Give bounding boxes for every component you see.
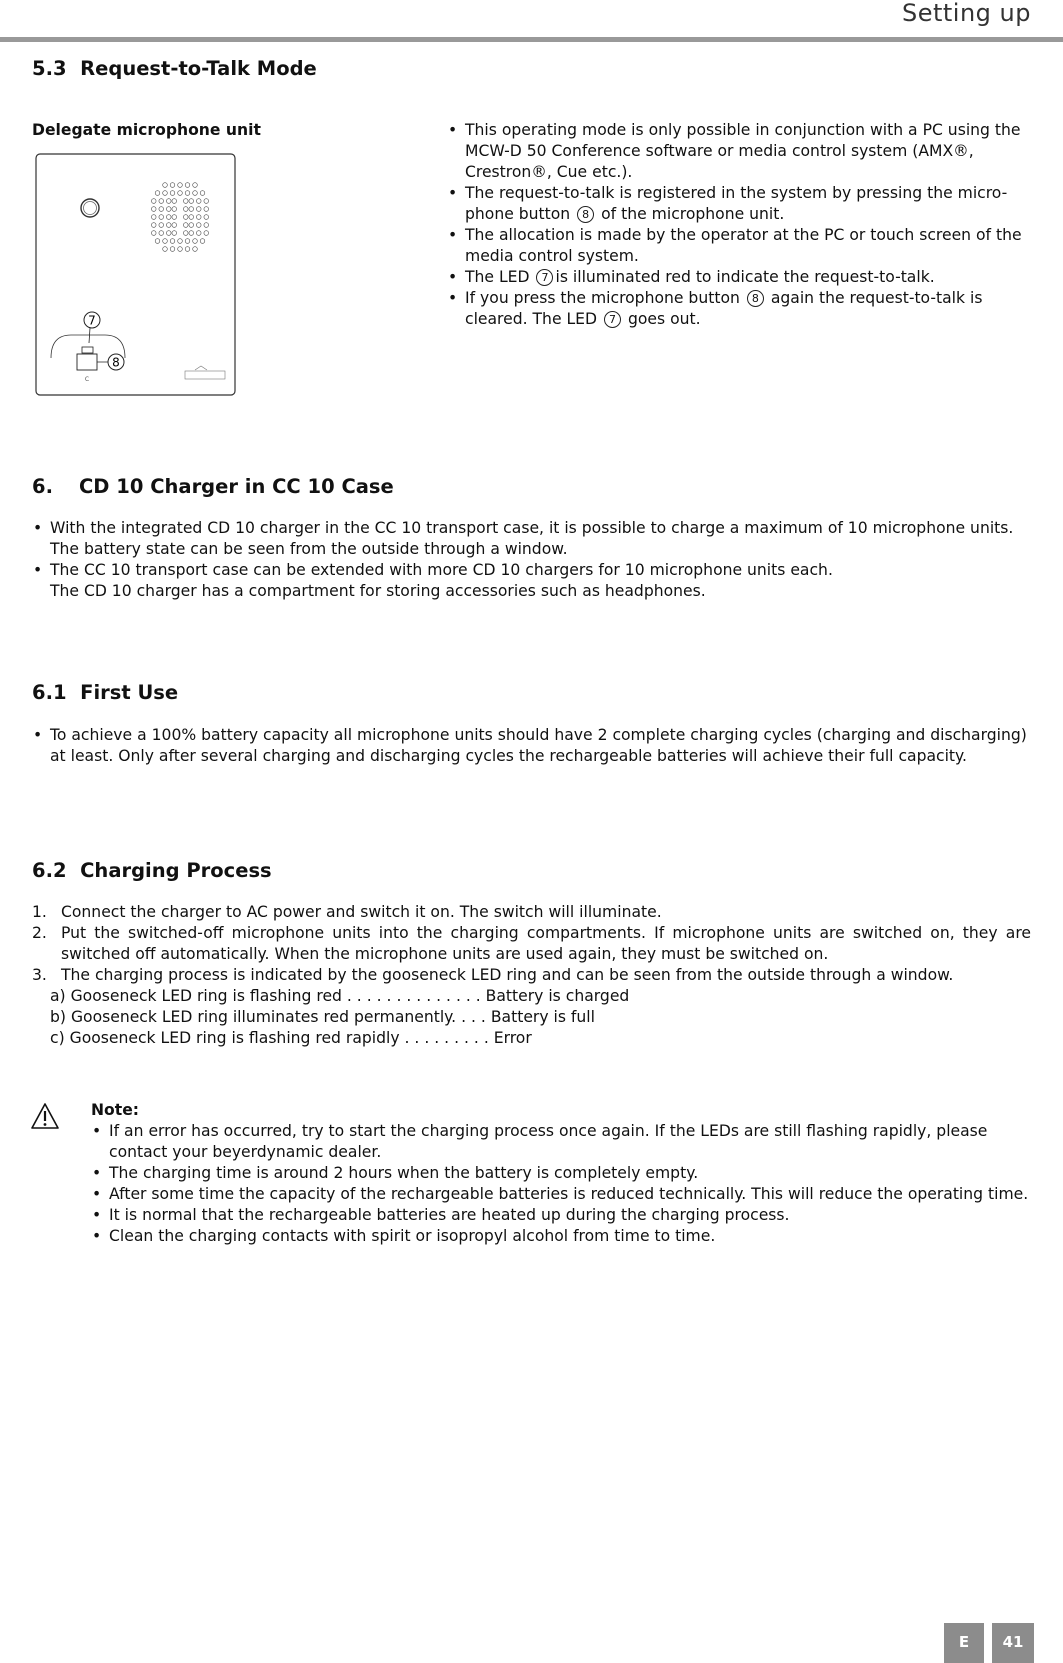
callout-ref: 7 bbox=[604, 311, 621, 328]
note-list bbox=[91, 1121, 1033, 1247]
list-item: • If you press the microphone button 8 again the request-to-talk is cleared. The LED 7 goes out. bbox=[447, 288, 1032, 330]
section-heading-6-2 bbox=[32, 858, 272, 884]
charging-steps bbox=[32, 902, 1031, 1049]
request-to-talk-list bbox=[447, 120, 1032, 330]
section-title: CD 10 Charger in CC 10 Case bbox=[79, 475, 394, 498]
button-letter: C bbox=[84, 376, 90, 383]
list-item: • After some time the capacity of the rechargeable batteries is reduced technically. This will reduce the operating time. bbox=[91, 1184, 1033, 1205]
step-item: 2. Put the switched-off microphone units into the charging compartments. If microphone units are switched on, they are switched off automatically. When the microphone units are used again, they must be switched on. bbox=[32, 924, 1031, 963]
list-item: • This operating mode is only possible in conjunction with a PC using the MCW-D 50 Conference software or media control system (AMX®, Crestron®, Cue etc.). bbox=[447, 120, 1032, 183]
callout-ref: 8 bbox=[747, 290, 764, 307]
callout-8-label: 8 bbox=[112, 355, 120, 370]
figure-label: Delegate microphone unit bbox=[32, 121, 261, 139]
delegate-unit-figure bbox=[35, 153, 237, 397]
callout-ref: 7 bbox=[536, 269, 553, 286]
section-heading-6-1 bbox=[32, 680, 178, 706]
list-item: • It is normal that the rechargeable batteries are heated up during the charging process. bbox=[91, 1205, 1033, 1226]
list-item: • If an error has occurred, try to start the charging process once again. If the LEDs are still flashing rapidly, please contact your beyerdynamic dealer. bbox=[91, 1121, 1033, 1163]
header-rule bbox=[0, 37, 1063, 42]
charger-list bbox=[32, 518, 1042, 602]
first-use-list bbox=[32, 725, 1027, 767]
section-title: First Use bbox=[80, 681, 179, 704]
led-state: b) Gooseneck LED ring illuminates red permanently. . . . Battery is full bbox=[50, 1008, 595, 1026]
section-number: 5.3 bbox=[32, 57, 67, 80]
section-title: Charging Process bbox=[80, 859, 272, 882]
section-heading-5-3 bbox=[32, 56, 317, 82]
list-item: • Clean the charging contacts with spirit or isopropyl alcohol from time to time. bbox=[91, 1226, 1033, 1247]
callout-7-label: 7 bbox=[88, 313, 96, 328]
list-item: • The allocation is made by the operator at the PC or touch screen of the media control system. bbox=[447, 225, 1032, 267]
section-number: 6.2 bbox=[32, 859, 67, 882]
step-item: 1. Connect the charger to AC power and switch it on. The switch will illuminate. bbox=[32, 903, 662, 921]
list-item: • With the integrated CD 10 charger in the CC 10 transport case, it is possible to charge a maximum of 10 microphone units. The battery state can be seen from the outside through a window. bbox=[32, 518, 1042, 560]
step-item: 3. The charging process is indicated by the gooseneck LED ring and can be seen from the outside through a window. a) Gooseneck LED ring is flashing red . . . . . . . . . . . . . . Battery is charged b) Gooseneck LED ring illuminates red permanently. . . . Battery is full c) Gooseneck LED ring is flashing red rapidly . . . . . . . . . Error bbox=[32, 965, 1031, 1049]
list-item: • To achieve a 100% battery capacity all microphone units should have 2 complete charging cycles (charging and discharging) at least. Only after several charging and discharging cycles the rechargeable batteries will achieve their full capacity. bbox=[32, 725, 1027, 767]
list-item: • The LED 7 is illuminated red to indicate the request-to-talk. bbox=[447, 267, 1032, 288]
language-badge: E bbox=[944, 1623, 984, 1663]
section-title: Request-to-Talk Mode bbox=[80, 57, 317, 80]
running-header: Setting up bbox=[901, 0, 1031, 27]
section-number: 6. bbox=[32, 475, 53, 498]
page-number: 41 bbox=[992, 1623, 1034, 1663]
list-item: • The request-to-talk is registered in the system by pressing the micro-phone button 8 of the microphone unit. bbox=[447, 183, 1032, 225]
led-state: a) Gooseneck LED ring is flashing red . . . . . . . . . . . . . . Battery is charged bbox=[50, 987, 630, 1005]
warning-icon bbox=[30, 1102, 60, 1130]
list-item: • The charging time is around 2 hours when the battery is completely empty. bbox=[91, 1163, 1033, 1184]
list-item: • The CC 10 transport case can be extended with more CD 10 chargers for 10 microphone units each. The CD 10 charger has a compartment for storing accessories such as headphones. bbox=[32, 560, 1042, 602]
callout-ref: 8 bbox=[577, 206, 594, 223]
led-state: c) Gooseneck LED ring is flashing red rapidly . . . . . . . . . Error bbox=[50, 1029, 532, 1047]
note-title: Note: bbox=[91, 1101, 140, 1119]
section-number: 6.1 bbox=[32, 681, 67, 704]
section-heading-6 bbox=[32, 474, 394, 500]
